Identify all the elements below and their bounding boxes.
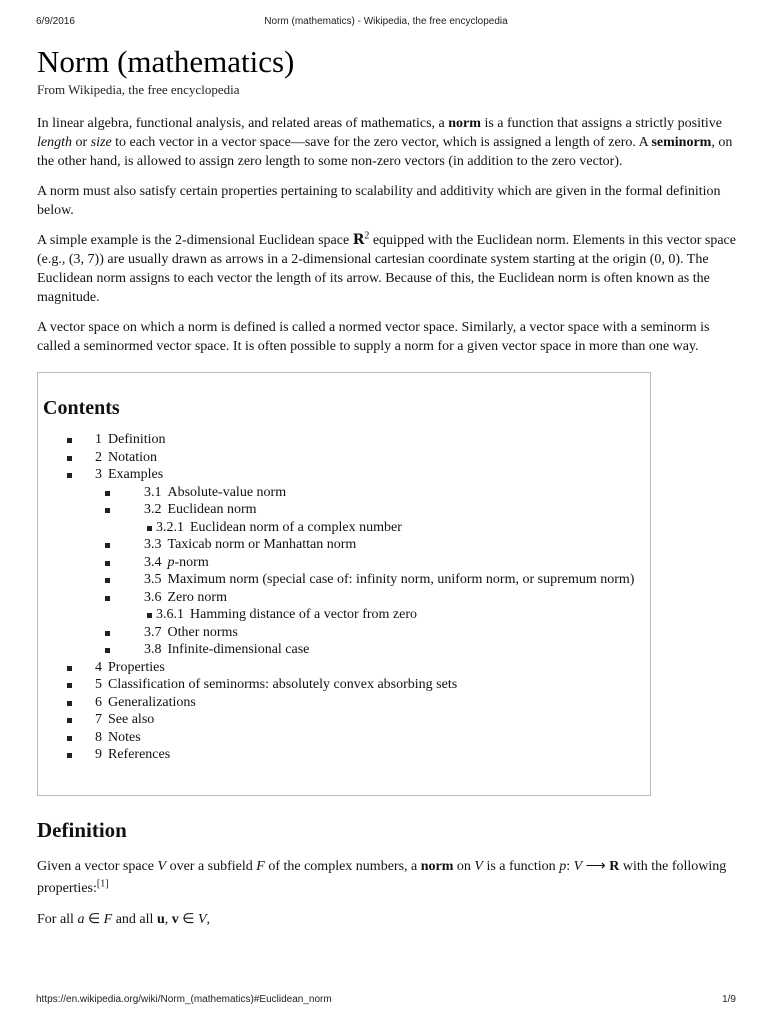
toc-item-3-4[interactable]: 3.4 p-norm (43, 554, 646, 572)
toc-item-7[interactable]: 7 See also (43, 711, 646, 729)
definition-heading: Definition (37, 818, 127, 842)
toc-heading: Contents (43, 397, 120, 419)
definition-paragraph: Given a vector space V over a subfield F of the complex numbers, a norm on V is a function p: V ⟶ R with the following properties:[1] (37, 859, 727, 896)
toc-item-3-1[interactable]: 3.1 Absolute-value norm (43, 484, 646, 502)
intro-paragraph-2: A norm must also satisfy certain properties pertaining to scalability and additivity which are given in the formal definition below. (37, 184, 721, 218)
toc-item-3-6-1[interactable]: 3.6.1 Hamming distance of a vector from zero (43, 606, 646, 624)
article-content (37, 44, 737, 929)
toc-item-6[interactable]: 6 Generalizations (43, 694, 646, 712)
print-footer (36, 994, 736, 1008)
toc-list (43, 431, 646, 764)
toc-item-3-7[interactable]: 3.7 Other norms (43, 624, 646, 642)
table-of-contents (37, 372, 651, 796)
print-header (36, 16, 736, 30)
toc-item-3-3[interactable]: 3.3 Taxicab norm or Manhattan norm (43, 536, 646, 554)
toc-item-5[interactable]: 5 Classification of seminorms: absolutely convex absorbing sets (43, 676, 646, 694)
toc-item-1[interactable]: 1 Definition (43, 431, 646, 449)
page-title: Norm (mathematics) (37, 44, 295, 79)
page-number: 1/9 (722, 994, 736, 1005)
seminorm-term: seminorm (651, 135, 712, 150)
toc-item-9[interactable]: 9 References (43, 746, 646, 764)
definition-for-all: For all a ∈ F and all u, v ∈ V, (37, 912, 210, 927)
norm-term: norm (448, 116, 481, 131)
print-title: Norm (mathematics) - Wikipedia, the free encyclopedia (264, 16, 508, 27)
tagline: From Wikipedia, the free encyclopedia (37, 82, 240, 97)
toc-item-3[interactable]: 3 Examples (43, 466, 646, 484)
toc-item-3-8[interactable]: 3.8 Infinite-dimensional case (43, 641, 646, 659)
intro-paragraph-3: A simple example is the 2-dimensional Euclidean space $R^2$ equipped with the Euclidean norm. Elements in this vector space (e.g., (3, 7)) are usually drawn as arrows in a 2-dimensional cartesian coordinate system starting at the origin (0, 0). The Euclidean norm assigns to each vector the length of its arrow. Because of this, the Euclidean norm is often known as the magnitude. (37, 230, 736, 305)
toc-item-3-2-1[interactable]: 3.2.1 Euclidean norm of a complex number (43, 519, 646, 537)
toc-item-4[interactable]: 4 Properties (43, 659, 646, 677)
toc-item-2[interactable]: 2 Notation (43, 449, 646, 467)
toc-item-3-6[interactable]: 3.6 Zero norm (43, 589, 646, 607)
intro-paragraph-4: A vector space on which a norm is defined is called a normed vector space. Similarly, a vector space with a seminorm is called a seminormed vector space. It is often possible to supply a norm for a given vector space in more than one way. (37, 320, 710, 354)
toc-item-8[interactable]: 8 Notes (43, 729, 646, 747)
print-date: 6/9/2016 (36, 16, 75, 27)
toc-item-3-2[interactable]: 3.2 Euclidean norm (43, 501, 646, 519)
reference-link[interactable]: [1] (96, 878, 109, 890)
toc-item-3-5[interactable]: 3.5 Maximum norm (special case of: infinity norm, uniform norm, or supremum norm) (43, 571, 646, 589)
page-url: https://en.wikipedia.org/wiki/Norm_(mathematics)#Euclidean_norm (36, 994, 332, 1005)
intro-paragraph-1: In linear algebra, functional analysis, and related areas of mathematics, a norm is a function that assigns a strictly positive length or size to each vector in a vector space—save for the zero vector, which is assigned a length of zero. A seminorm, on the other hand, is allowed to assign zero length to some non-zero vectors (in addition to the zero vector). (37, 116, 733, 169)
